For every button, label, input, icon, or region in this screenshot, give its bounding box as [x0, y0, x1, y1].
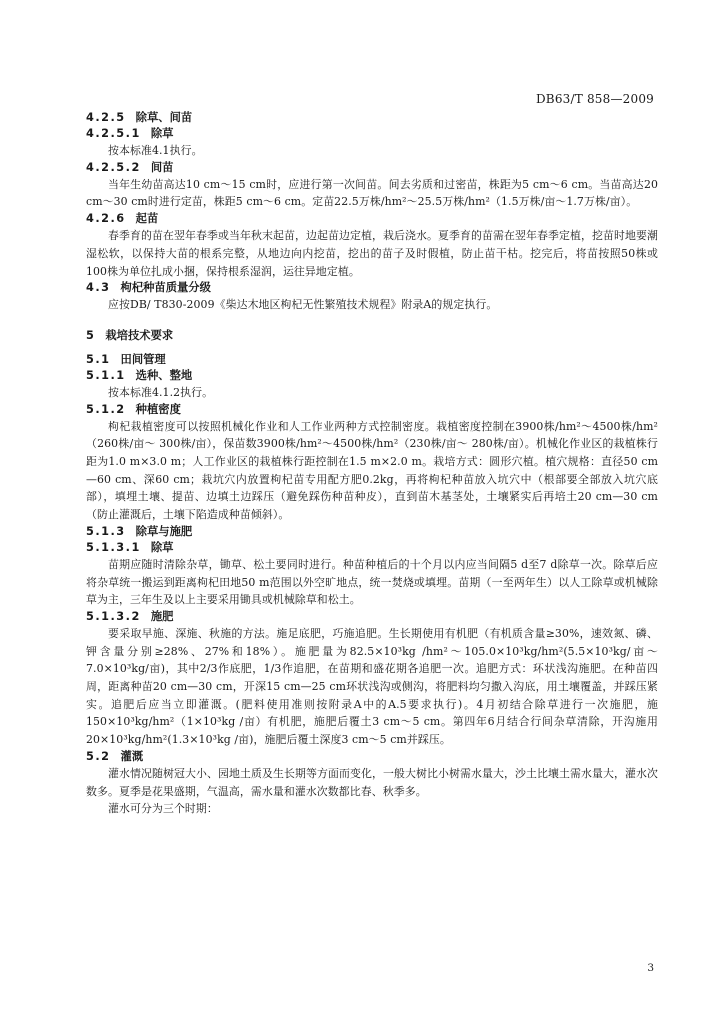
section-title: 选种、整地 [135, 368, 193, 382]
section-number: 5.1 [86, 352, 111, 366]
section-number: 4.3 [86, 281, 111, 295]
section-title: 除草与施肥 [135, 524, 193, 538]
section-number: 4.2.5.2 [86, 160, 141, 174]
section-number: 5.1.3.2 [86, 609, 141, 623]
section-heading [86, 352, 658, 368]
document-code: DB63/T 858—2009 [535, 92, 654, 106]
section-title: 种植密度 [135, 402, 181, 416]
paragraph: 枸杞栽植密度可以按照机械化作业和人工作业两种方式控制密度。栽植密度控制在3900株/hm²～4500株/hm²（260株/亩～ 300株/亩），保苗数3900株/hm²～4500株/hm²（230株/亩～ 280株/亩）。机械化作业区的栽植株行距为1.0 m×3.0 m；人工作业区的栽植株行距控制在1.5 m×2.0 m。栽培方式：圆形穴植。植穴规格：直径50 cm—60 cm、深60 cm；栽坑穴内放置枸杞苗专用配方肥0.2kg，再将枸杞种苗放入坑穴中（根部要全部放入坑穴底部），填埋土壤、提苗、边填土边踩压（避免踩伤种苗种皮），直到苗木基茎处，土壤紧实后再培土20 cm—30 cm（防止灌溉后，土壤下陷造成种苗倾斜）。 [86, 419, 658, 522]
section-number: 5.1.2 [86, 402, 126, 416]
section-heading [86, 280, 658, 296]
section-heading [86, 402, 658, 418]
section-heading [86, 160, 658, 176]
document-body [86, 110, 658, 818]
section-heading [86, 328, 658, 344]
section-number: 5.1.3.1 [86, 540, 141, 554]
section-title: 栽培技术要求 [105, 328, 174, 342]
paragraph: 苗期应随时清除杂草，锄草、松土要同时进行。种苗种植后的十个月以内应当间隔5 d至7 d除草一次。除草后应将杂草统一搬运到距离枸杞田地50 m范围以外空旷地点，统一焚烧或填埋。苗期（一至两年生）以人工除草或机械除草为主，三年生及以上主要采用锄具或机械除草和松土。 [86, 557, 658, 607]
section-heading [86, 524, 658, 540]
section-number: 4.2.6 [86, 212, 126, 226]
paragraph: 当年生幼苗高达10 cm～15 cm时，应进行第一次间苗。间去劣质和过密苗，株距为5 cm～6 cm。当苗高达20 cm～30 cm时进行定苗，株距5 cm～6 cm。定苗22.5万株/hm²～25.5万株/hm²（1.5万株/亩～1.7万株/亩）。 [86, 177, 658, 209]
page-number: 3 [647, 962, 654, 974]
section-number: 4.2.5.1 [86, 127, 141, 140]
section-number: 5.1.3 [86, 524, 126, 538]
paragraph: 灌水可分为三个时期： [108, 802, 218, 816]
section-title: 施肥 [150, 609, 174, 623]
section-number: 5.1.1 [86, 368, 126, 382]
section-title: 间苗 [150, 160, 174, 174]
paragraph: 要采取早施、深施、秋施的方法。施足底肥，巧施追肥。生长期使用有机肥（有机质含量≥30%，速效氮、磷、钾含量分别≥28%、27%和18%）。施肥量为82.5×10³kg /hm²～105.0×10³kg/hm²(5.5×10³kg/亩～7.0×10³kg/亩)，其中2/3作底肥，1/3作追肥，在苗期和盛花期各追肥一次。追肥方式：环状浅沟施肥。在种苗四周，距离种苗20 cm—30 cm，开深15 cm—25 cm环状浅沟或侧沟，将肥料均匀撒入沟底，用土壤覆盖，并踩压紧实。追肥后应当立即灌溉。(肥料使用准则按附录A中的A.5要求执行)。4月初结合除草进行一次施肥，施150×10³kg/hm²（1×10³kg /亩）有机肥，施肥后覆土3 cm～5 cm。第四年6月结合行间杂草清除，开沟施用20×10³kg/hm²(1.3×10³kg /亩)，施肥后覆土深度3 cm～5 cm并踩压。 [86, 626, 658, 747]
paragraph: 按本标准4.1.2执行。 [108, 385, 214, 399]
section-title: 除草、间苗 [135, 111, 193, 124]
paragraph: 按本标准4.1执行。 [108, 144, 203, 157]
section-title: 田间管理 [120, 352, 166, 366]
paragraph: 应按DB/ T830-2009《柴达木地区枸杞无性繁殖技术规程》附录A的规定执行。 [108, 298, 498, 312]
section-number: 5 [86, 328, 96, 342]
section-title: 枸杞种苗质量分级 [120, 281, 211, 295]
section-title: 起苗 [135, 212, 159, 226]
paragraph: 春季育的苗在翌年春季或当年秋末起苗，边起苗边定植，栽后浇水。夏季育的苗需在翌年春季定植，挖苗时地要潮湿松软，以保持大苗的根系完整，从地边向内挖苗，挖出的苗子及时假植，防止苗干枯。挖完后，将苗按照50株或100株为单位扎成小捆，保持根系湿润，运往异地定植。 [86, 229, 658, 278]
section-heading [86, 749, 658, 765]
section-heading [86, 540, 658, 556]
section-heading [86, 609, 658, 625]
section-heading [86, 110, 658, 126]
section-number: 5.2 [86, 749, 111, 763]
paragraph: 灌水情况随树冠大小、园地土质及生长期等方面而变化，一般大树比小树需水量大，沙土比壤土需水量大，灌水次数多。夏季是花果盛期，气温高，需水量和灌水次数都比春、秋季多。 [86, 766, 658, 798]
section-heading [86, 211, 658, 227]
section-title: 除草 [150, 540, 174, 554]
section-title: 除草 [150, 127, 174, 140]
section-title: 灌溉 [120, 749, 144, 763]
section-number: 4.2.5 [86, 111, 126, 124]
section-heading [86, 368, 658, 384]
section-heading [86, 126, 658, 142]
